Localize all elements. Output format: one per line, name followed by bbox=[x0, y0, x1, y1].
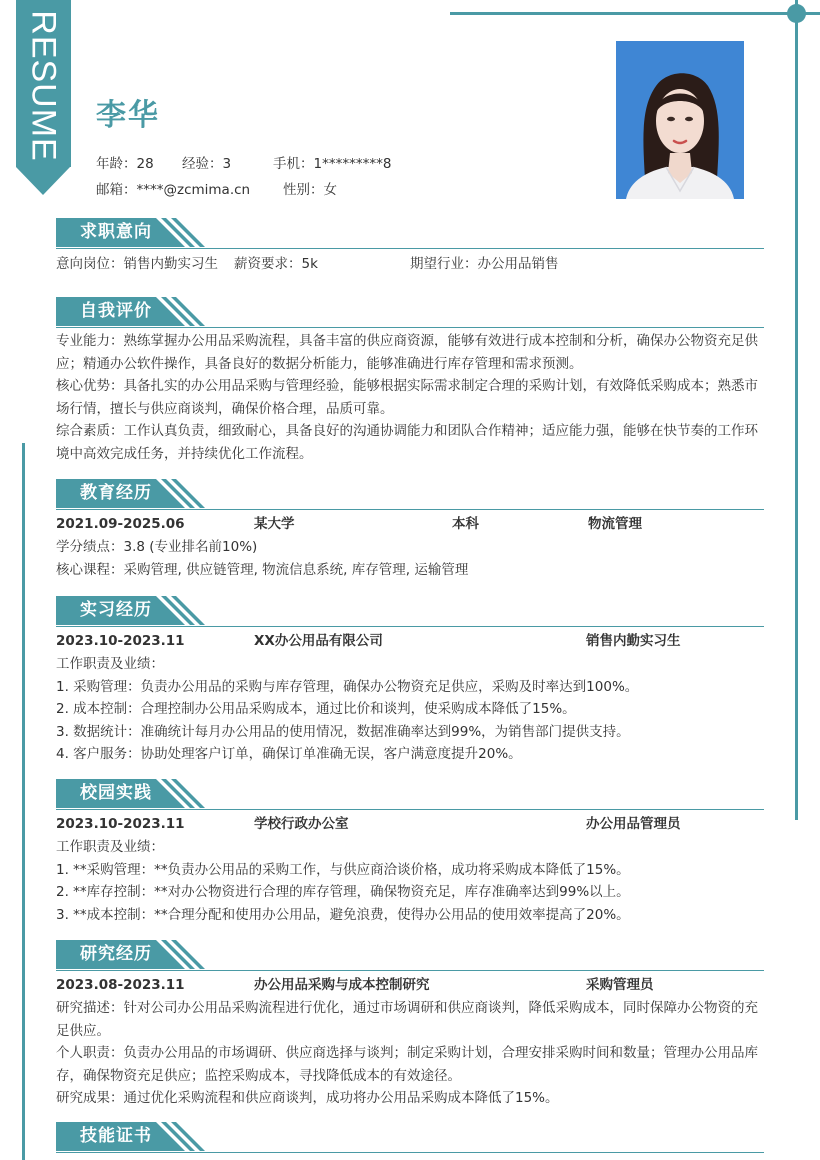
section-skills bbox=[56, 1122, 764, 1153]
education-major: 物流管理 bbox=[588, 516, 642, 532]
campus-role: 办公用品管理员 bbox=[586, 816, 681, 832]
internship-period: 2023.10-2023.11 bbox=[56, 633, 185, 649]
gender-field: 性别：女 bbox=[283, 182, 337, 198]
research-project: 办公用品采购与成本控制研究 bbox=[254, 977, 430, 993]
campus-detail: 3. **成本控制：**合理分配和使用办公用品，避免浪费，使得办公用品的使用效率提高了20%。 bbox=[56, 906, 630, 923]
resume-ribbon bbox=[16, 0, 71, 195]
education-period: 2021.09-2025.06 bbox=[56, 516, 185, 532]
section-title: 实习经历 bbox=[56, 596, 156, 625]
info-row-2 bbox=[96, 178, 337, 198]
campus-period: 2023.10-2023.11 bbox=[56, 816, 185, 832]
section-header bbox=[56, 940, 764, 971]
internship-detail: 2. 成本控制：合理控制办公用品采购成本，通过比价和谈判，使采购成本降低了15%。 bbox=[56, 701, 576, 717]
stripe-decor-icon bbox=[152, 218, 206, 247]
campus-row bbox=[56, 812, 764, 836]
section-research bbox=[56, 940, 764, 1110]
section-self-evaluation bbox=[56, 297, 764, 465]
candidate-name: 李华 bbox=[96, 98, 160, 133]
section-header bbox=[56, 596, 764, 627]
section-title: 研究经历 bbox=[56, 940, 156, 969]
experience-field: 经验：3 bbox=[182, 156, 232, 172]
research-row bbox=[56, 973, 764, 997]
internship-row bbox=[56, 629, 764, 653]
section-education bbox=[56, 479, 764, 581]
top-decor-line bbox=[450, 12, 820, 15]
info-row-1 bbox=[96, 152, 391, 172]
section-title: 技能证书 bbox=[56, 1122, 156, 1151]
education-row bbox=[56, 512, 764, 536]
section-title: 校园实践 bbox=[56, 779, 156, 808]
internship-detail: 3. 数据统计：准确统计每月办公用品的使用情况，数据准确率达到99%，为销售部门提供支持。 bbox=[56, 723, 630, 740]
phone-field: 手机：1*********8 bbox=[273, 156, 392, 172]
section-header bbox=[56, 479, 764, 510]
section-campus-practice bbox=[56, 779, 764, 926]
education-school: 某大学 bbox=[254, 516, 295, 532]
age-field: 年龄：28 bbox=[96, 156, 154, 172]
stripe-decor-icon bbox=[152, 479, 206, 508]
campus-detail: 工作职责及业绩： bbox=[56, 839, 164, 855]
internship-detail: 4. 客户服务：协助处理客户订单，确保订单准确无误，客户满意度提升20%。 bbox=[56, 746, 522, 762]
section-header bbox=[56, 297, 764, 328]
section-title: 自我评价 bbox=[56, 297, 156, 326]
research-role: 采购管理员 bbox=[586, 977, 654, 993]
section-job-intent bbox=[56, 218, 764, 275]
campus-org: 学校行政办公室 bbox=[254, 816, 349, 832]
internship-role: 销售内勤实习生 bbox=[586, 633, 681, 649]
ribbon-label: RESUME bbox=[24, 10, 63, 162]
portrait-icon bbox=[616, 41, 744, 199]
education-degree: 本科 bbox=[452, 516, 479, 532]
email-field: 邮箱：****@zcmima.cn bbox=[96, 182, 251, 198]
stripe-decor-icon bbox=[152, 596, 206, 625]
internship-company: XX办公用品有限公司 bbox=[254, 633, 383, 649]
decor-dot bbox=[787, 4, 806, 23]
research-paragraph: 个人职责：负责办公用品的市场调研、供应商选择与谈判；制定采购计划，合理安排采购时间和数量；管理办公用品库存，确保物资充足供应；监控采购成本，寻找降低成本的有效途径。 bbox=[56, 1045, 758, 1084]
section-header bbox=[56, 1122, 764, 1153]
section-internship bbox=[56, 596, 764, 766]
self-eval-paragraph: 专业能力：熟练掌握办公用品采购流程，具备丰富的供应商资源，能够有效进行成本控制和分析，确保办公物资充足供应；精通办公软件操作，具备良好的数据分析能力，能够准确进行库存管理和需求预测。 bbox=[56, 333, 758, 372]
intent-industry: 期望行业：办公用品销售 bbox=[410, 256, 559, 272]
self-eval-paragraph: 核心优势：具备扎实的办公用品采购与管理经验，能够根据实际需求制定合理的采购计划，有效降低采购成本；熟悉市场行情，擅长与供应商谈判，确保价格合理，品质可靠。 bbox=[56, 378, 758, 417]
stripe-decor-icon bbox=[152, 779, 206, 808]
left-decor-line bbox=[22, 443, 25, 1160]
education-detail: 核心课程：采购管理, 供应链管理, 物流信息系统, 库存管理, 运输管理 bbox=[56, 561, 469, 578]
research-period: 2023.08-2023.11 bbox=[56, 977, 185, 993]
section-title: 求职意向 bbox=[56, 218, 156, 247]
campus-detail: 1. **采购管理：**负责办公用品的采购工作，与供应商洽谈价格，成功将采购成本降低了15%。 bbox=[56, 861, 630, 878]
education-detail: 学分绩点：3.8 (专业排名前10%) bbox=[56, 539, 258, 555]
right-decor-line bbox=[795, 0, 798, 820]
stripe-decor-icon bbox=[152, 940, 206, 969]
research-paragraph: 研究成果：通过优化采购流程和供应商谈判，成功将办公用品采购成本降低了15%。 bbox=[56, 1090, 559, 1106]
profile-photo bbox=[616, 41, 744, 199]
intent-salary: 薪资要求：5k bbox=[234, 256, 318, 272]
section-title: 教育经历 bbox=[56, 479, 156, 508]
ribbon-arrow-icon bbox=[16, 167, 70, 195]
section-header bbox=[56, 218, 764, 249]
internship-detail: 工作职责及业绩： bbox=[56, 656, 164, 672]
intent-position: 意向岗位：销售内勤实习生 bbox=[56, 256, 218, 272]
campus-detail: 2. **库存控制：**对办公物资进行合理的库存管理，确保物资充足，库存准确率达到99%以上。 bbox=[56, 884, 630, 900]
stripe-decor-icon bbox=[152, 1122, 206, 1151]
self-eval-paragraph: 综合素质：工作认真负责，细致耐心，具备良好的沟通协调能力和团队合作精神；适应能力强，能够在快节奏的工作环境中高效完成任务，并持续优化工作流程。 bbox=[56, 423, 758, 462]
section-header bbox=[56, 779, 764, 810]
stripe-decor-icon bbox=[152, 297, 206, 326]
internship-detail: 1. 采购管理：负责办公用品的采购与库存管理，确保办公物资充足供应，采购及时率达到100%。 bbox=[56, 678, 639, 695]
research-paragraph: 研究描述：针对公司办公用品采购流程进行优化，通过市场调研和供应商谈判，降低采购成本，同时保障办公物资的充足供应。 bbox=[56, 1000, 758, 1039]
